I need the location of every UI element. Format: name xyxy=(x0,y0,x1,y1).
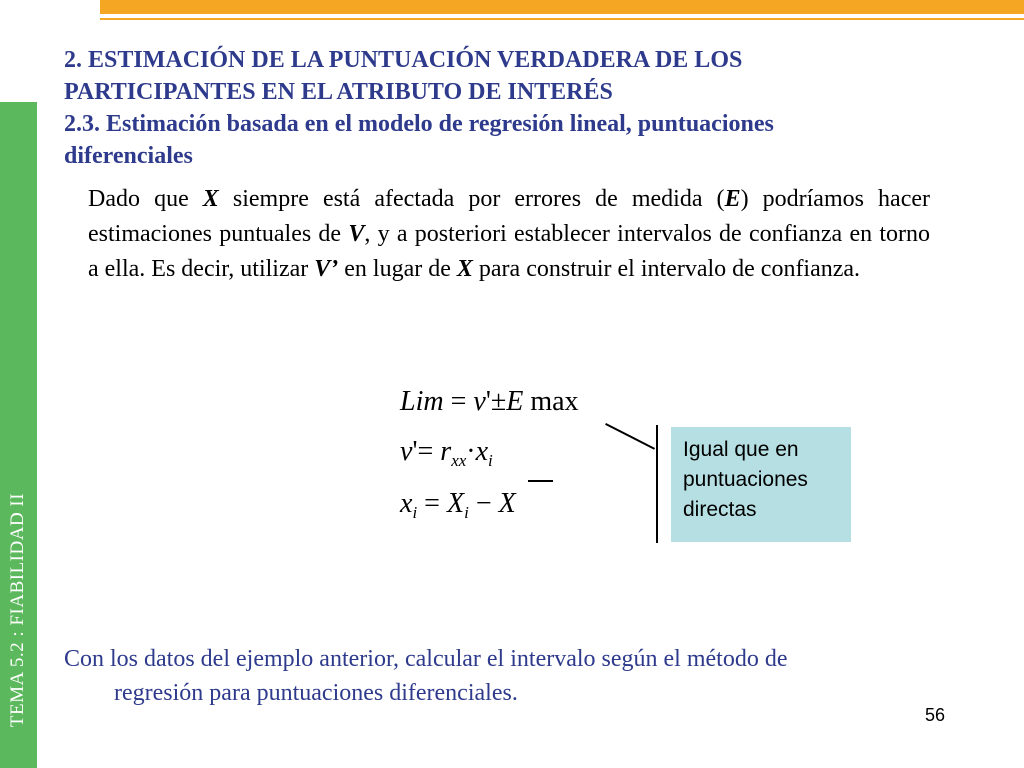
para-text: ) podríamos hacer estimaciones puntuales de xyxy=(88,186,930,247)
callout-pointer-line xyxy=(605,423,655,450)
para-text: , y a posteriori establecer intervalos de confianza en torno a ella. Es decir, utilizar xyxy=(88,221,931,282)
formula-subscript: i xyxy=(464,503,469,522)
formula-part: = xyxy=(417,488,447,519)
exercise-question xyxy=(64,642,962,710)
formula-subscript: xx xyxy=(451,451,467,470)
top-accent-bar xyxy=(100,0,1024,14)
formula-part: = xyxy=(443,386,474,417)
para-text: siempre está afectada por errores de medida ( xyxy=(218,186,725,212)
formula-part: − xyxy=(468,488,499,519)
formula-part: X xyxy=(498,488,516,519)
heading-line-2: PARTICIPANTES EN EL ATRIBUTO DE INTERÉS xyxy=(64,79,613,105)
heading-line-4: diferenciales xyxy=(64,143,193,169)
formula-part: x xyxy=(475,436,489,467)
formula-part: E xyxy=(506,386,524,417)
formula-deviation xyxy=(400,488,516,523)
formula-part: = xyxy=(417,436,441,467)
formula-part: v xyxy=(400,436,413,467)
callout-box xyxy=(671,427,851,542)
var-x: X xyxy=(202,186,219,212)
var-x: X xyxy=(456,256,473,282)
slide-heading xyxy=(64,44,984,172)
para-text: para construir el intervalo de confianza. xyxy=(472,256,861,282)
formula-part: x xyxy=(400,488,413,519)
question-line-2: regresión para puntuaciones diferenciales. xyxy=(114,680,518,706)
var-v-prime: V’ xyxy=(314,256,339,282)
var-e: E xyxy=(724,186,741,212)
body-paragraph xyxy=(88,182,930,287)
formula-part: r xyxy=(440,436,452,467)
formula-part: ' xyxy=(485,386,491,417)
formula-part: Lim xyxy=(400,386,444,417)
formula-part: ' xyxy=(412,436,418,467)
callout-line-3: directas xyxy=(683,498,757,521)
para-text: en lugar de xyxy=(338,256,457,282)
para-text: Dado que xyxy=(88,186,203,212)
formula-limits xyxy=(400,386,579,418)
var-v: V xyxy=(348,221,365,247)
formula-part: · xyxy=(466,436,476,467)
formula-subscript: i xyxy=(412,503,418,522)
side-label: TEMA 5.2 : FIABILIDAD II xyxy=(7,492,28,728)
formula-subscript: i xyxy=(488,451,493,470)
formula-part: v xyxy=(473,386,486,417)
callout-line-1: Igual que en xyxy=(683,438,799,461)
mean-overline xyxy=(528,480,553,482)
heading-line-3: 2.3. Estimación basada en el modelo de regresión lineal, puntuaciones xyxy=(64,111,774,137)
page-number: 56 xyxy=(925,705,946,725)
formula-v-prime xyxy=(400,436,493,471)
callout-line-2: puntuaciones xyxy=(683,468,808,491)
top-accent-line xyxy=(100,18,1024,20)
formula-part: max xyxy=(523,386,579,417)
formula-part: ± xyxy=(490,386,507,417)
heading-line-1: 2. ESTIMACIÓN DE LA PUNTUACIÓN VERDADERA DE LOS xyxy=(64,47,743,73)
callout-bracket-line xyxy=(656,425,658,543)
question-line-1: Con los datos del ejemplo anterior, calcular el intervalo según el método de xyxy=(64,646,788,672)
formula-part: X xyxy=(446,488,465,519)
